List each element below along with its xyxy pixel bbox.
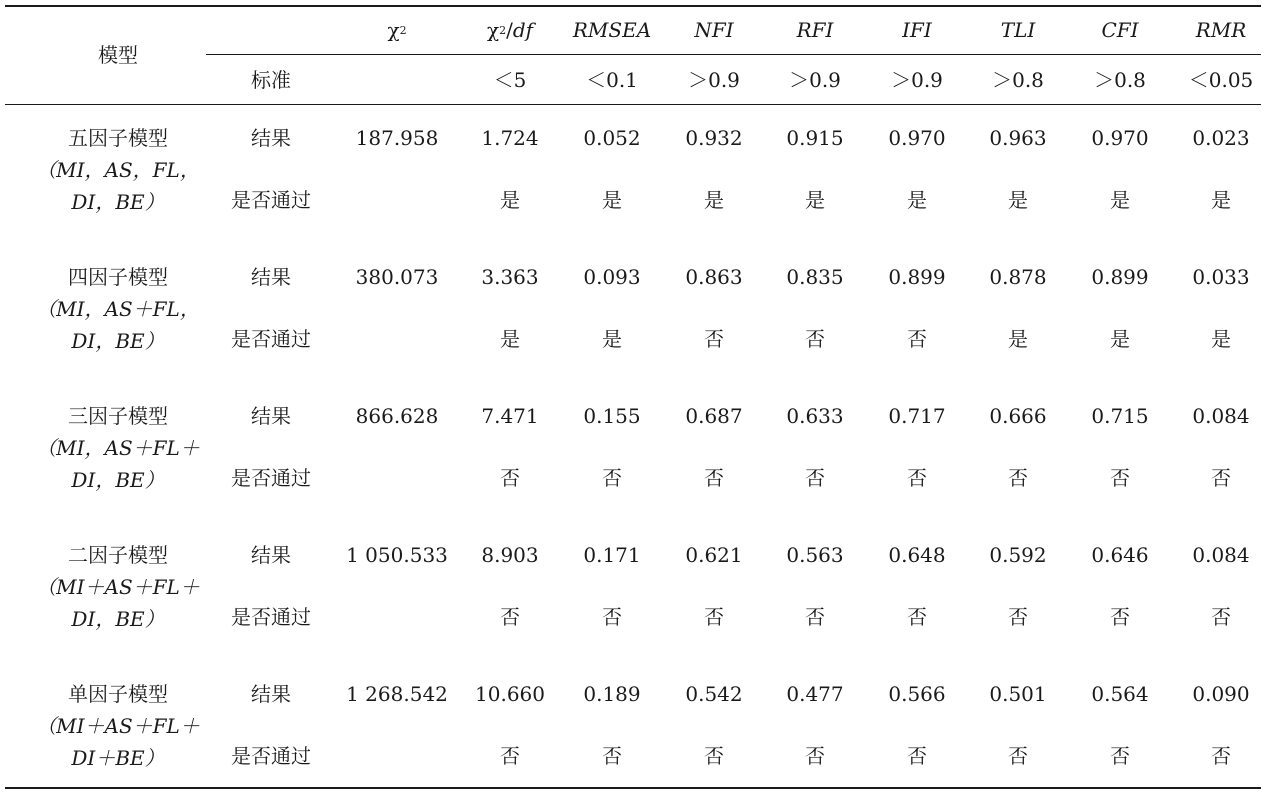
col-header-rfi: RFI	[796, 18, 834, 42]
col-header-chi2: $\chi^2$	[387, 18, 407, 42]
pass-cell: 否	[500, 744, 520, 768]
result-cell: 1 268.542	[346, 682, 448, 706]
pass-cell: 否	[1008, 466, 1028, 490]
pass-cell: 否	[602, 466, 622, 490]
pass-cell: 是	[1110, 327, 1130, 351]
model-spec-line2: DI，BE）	[71, 468, 165, 492]
result-cell: 0.542	[685, 682, 743, 706]
result-cell: 0.621	[685, 543, 743, 567]
model-name: 四因子模型	[68, 265, 168, 289]
pass-cell: 否	[602, 605, 622, 629]
pass-cell: 否	[907, 605, 927, 629]
pass-cell: 否	[907, 327, 927, 351]
pass-cell: 否	[500, 466, 520, 490]
result-cell: 0.023	[1192, 126, 1250, 150]
pass-cell: 是	[805, 188, 825, 212]
result-cell: 187.958	[355, 126, 439, 150]
result-cell: 1 050.533	[346, 543, 448, 567]
result-cell: 3.363	[481, 265, 539, 289]
model-spec-line1: （MI＋AS＋FL＋	[36, 714, 200, 738]
pass-label: 是否通过	[231, 605, 311, 629]
pass-label: 是否通过	[231, 327, 311, 351]
pass-cell: 否	[1211, 466, 1231, 490]
result-cell: 0.899	[888, 265, 946, 289]
bottom-rule	[5, 787, 1261, 789]
result-label: 结果	[251, 682, 291, 706]
result-cell: 0.155	[583, 404, 641, 428]
standard-tli: ＞0.8	[992, 68, 1044, 92]
pass-cell: 是	[1211, 327, 1231, 351]
result-cell: 0.687	[685, 404, 743, 428]
standard-rfi: ＞0.9	[789, 68, 841, 92]
pass-cell: 是	[602, 188, 622, 212]
result-cell: 0.090	[1192, 682, 1250, 706]
result-cell: 0.052	[583, 126, 641, 150]
pass-cell: 否	[1008, 744, 1028, 768]
col-header-chi2df: $\chi^2/df$	[486, 18, 534, 42]
pass-cell: 否	[907, 744, 927, 768]
standard-cfi: ＞0.8	[1094, 68, 1146, 92]
model-spec-line2: DI，BE）	[71, 329, 165, 353]
pass-cell: 否	[1211, 744, 1231, 768]
pass-cell: 否	[704, 744, 724, 768]
result-cell: 0.084	[1192, 404, 1250, 428]
result-cell: 0.563	[786, 543, 844, 567]
pass-cell: 否	[1110, 466, 1130, 490]
col-header-ifi: IFI	[902, 18, 932, 42]
header-mid-rule	[206, 54, 1261, 55]
result-label: 结果	[251, 543, 291, 567]
pass-cell: 否	[1008, 605, 1028, 629]
pass-cell: 否	[805, 466, 825, 490]
pass-cell: 是	[500, 188, 520, 212]
model-header: 模型	[98, 43, 138, 67]
pass-cell: 否	[805, 605, 825, 629]
result-cell: 1.724	[481, 126, 539, 150]
pass-cell: 否	[1110, 744, 1130, 768]
result-cell: 0.477	[786, 682, 844, 706]
result-cell: 0.648	[888, 543, 946, 567]
pass-cell: 否	[704, 327, 724, 351]
header-bottom-rule	[5, 104, 1261, 105]
result-cell: 0.715	[1091, 404, 1149, 428]
standard-rmsea: ＜0.1	[586, 68, 638, 92]
model-spec-line2: DI，BE）	[71, 607, 165, 631]
result-cell: 0.189	[583, 682, 641, 706]
result-cell: 0.915	[786, 126, 844, 150]
pass-cell: 否	[907, 466, 927, 490]
result-cell: 380.073	[355, 265, 439, 289]
result-cell: 0.093	[583, 265, 641, 289]
result-cell: 0.666	[989, 404, 1047, 428]
pass-cell: 否	[1110, 605, 1130, 629]
result-cell: 0.899	[1091, 265, 1149, 289]
standard-label: 标准	[251, 68, 291, 92]
result-cell: 10.660	[475, 682, 545, 706]
model-name: 二因子模型	[68, 543, 168, 567]
result-cell: 0.970	[888, 126, 946, 150]
result-label: 结果	[251, 126, 291, 150]
model-spec-line2: DI，BE）	[71, 190, 165, 214]
model-spec-line1: （MI＋AS＋FL＋	[36, 575, 200, 599]
result-cell: 0.566	[888, 682, 946, 706]
result-cell: 0.171	[583, 543, 641, 567]
pass-cell: 否	[500, 605, 520, 629]
pass-cell: 否	[1211, 605, 1231, 629]
result-label: 结果	[251, 265, 291, 289]
model-spec-line1: （MI，AS，FL，	[36, 158, 200, 182]
model-name: 五因子模型	[68, 126, 168, 150]
result-cell: 0.932	[685, 126, 743, 150]
standard-chi2df: ＜5	[493, 68, 527, 92]
pass-cell: 是	[1211, 188, 1231, 212]
pass-cell: 否	[805, 327, 825, 351]
result-cell: 8.903	[481, 543, 539, 567]
result-cell: 0.592	[989, 543, 1047, 567]
col-header-rmr: RMR	[1195, 18, 1247, 42]
result-cell: 7.471	[481, 404, 539, 428]
col-header-nfi: NFI	[694, 18, 734, 42]
pass-cell: 是	[1008, 327, 1028, 351]
pass-cell: 是	[500, 327, 520, 351]
pass-cell: 否	[704, 605, 724, 629]
pass-cell: 是	[1110, 188, 1130, 212]
result-label: 结果	[251, 404, 291, 428]
pass-cell: 是	[602, 327, 622, 351]
result-cell: 0.646	[1091, 543, 1149, 567]
result-cell: 0.963	[989, 126, 1047, 150]
result-cell: 0.863	[685, 265, 743, 289]
result-cell: 0.564	[1091, 682, 1149, 706]
model-name: 单因子模型	[68, 682, 168, 706]
pass-label: 是否通过	[231, 744, 311, 768]
col-header-rmsea: RMSEA	[572, 18, 652, 42]
result-cell: 0.878	[989, 265, 1047, 289]
result-cell: 0.970	[1091, 126, 1149, 150]
pass-label: 是否通过	[231, 466, 311, 490]
col-header-cfi: CFI	[1101, 18, 1139, 42]
result-cell: 866.628	[355, 404, 439, 428]
pass-cell: 否	[602, 744, 622, 768]
model-spec-line1: （MI，AS＋FL＋	[36, 436, 200, 460]
model-spec-line2: DI＋BE）	[71, 746, 165, 770]
pass-cell: 否	[805, 744, 825, 768]
result-cell: 0.084	[1192, 543, 1250, 567]
model-name: 三因子模型	[68, 404, 168, 428]
standard-nfi: ＞0.9	[688, 68, 740, 92]
top-rule	[5, 5, 1261, 7]
result-cell: 0.501	[989, 682, 1047, 706]
pass-cell: 是	[704, 188, 724, 212]
model-spec-line1: （MI，AS＋FL，	[36, 297, 200, 321]
result-cell: 0.033	[1192, 265, 1250, 289]
standard-ifi: ＞0.9	[891, 68, 943, 92]
pass-label: 是否通过	[231, 188, 311, 212]
col-header-tli: TLI	[1000, 18, 1036, 42]
result-cell: 0.717	[888, 404, 946, 428]
result-cell: 0.633	[786, 404, 844, 428]
pass-cell: 是	[907, 188, 927, 212]
pass-cell: 是	[1008, 188, 1028, 212]
standard-rmr: ＜0.05	[1188, 68, 1254, 92]
pass-cell: 否	[704, 466, 724, 490]
result-cell: 0.835	[786, 265, 844, 289]
